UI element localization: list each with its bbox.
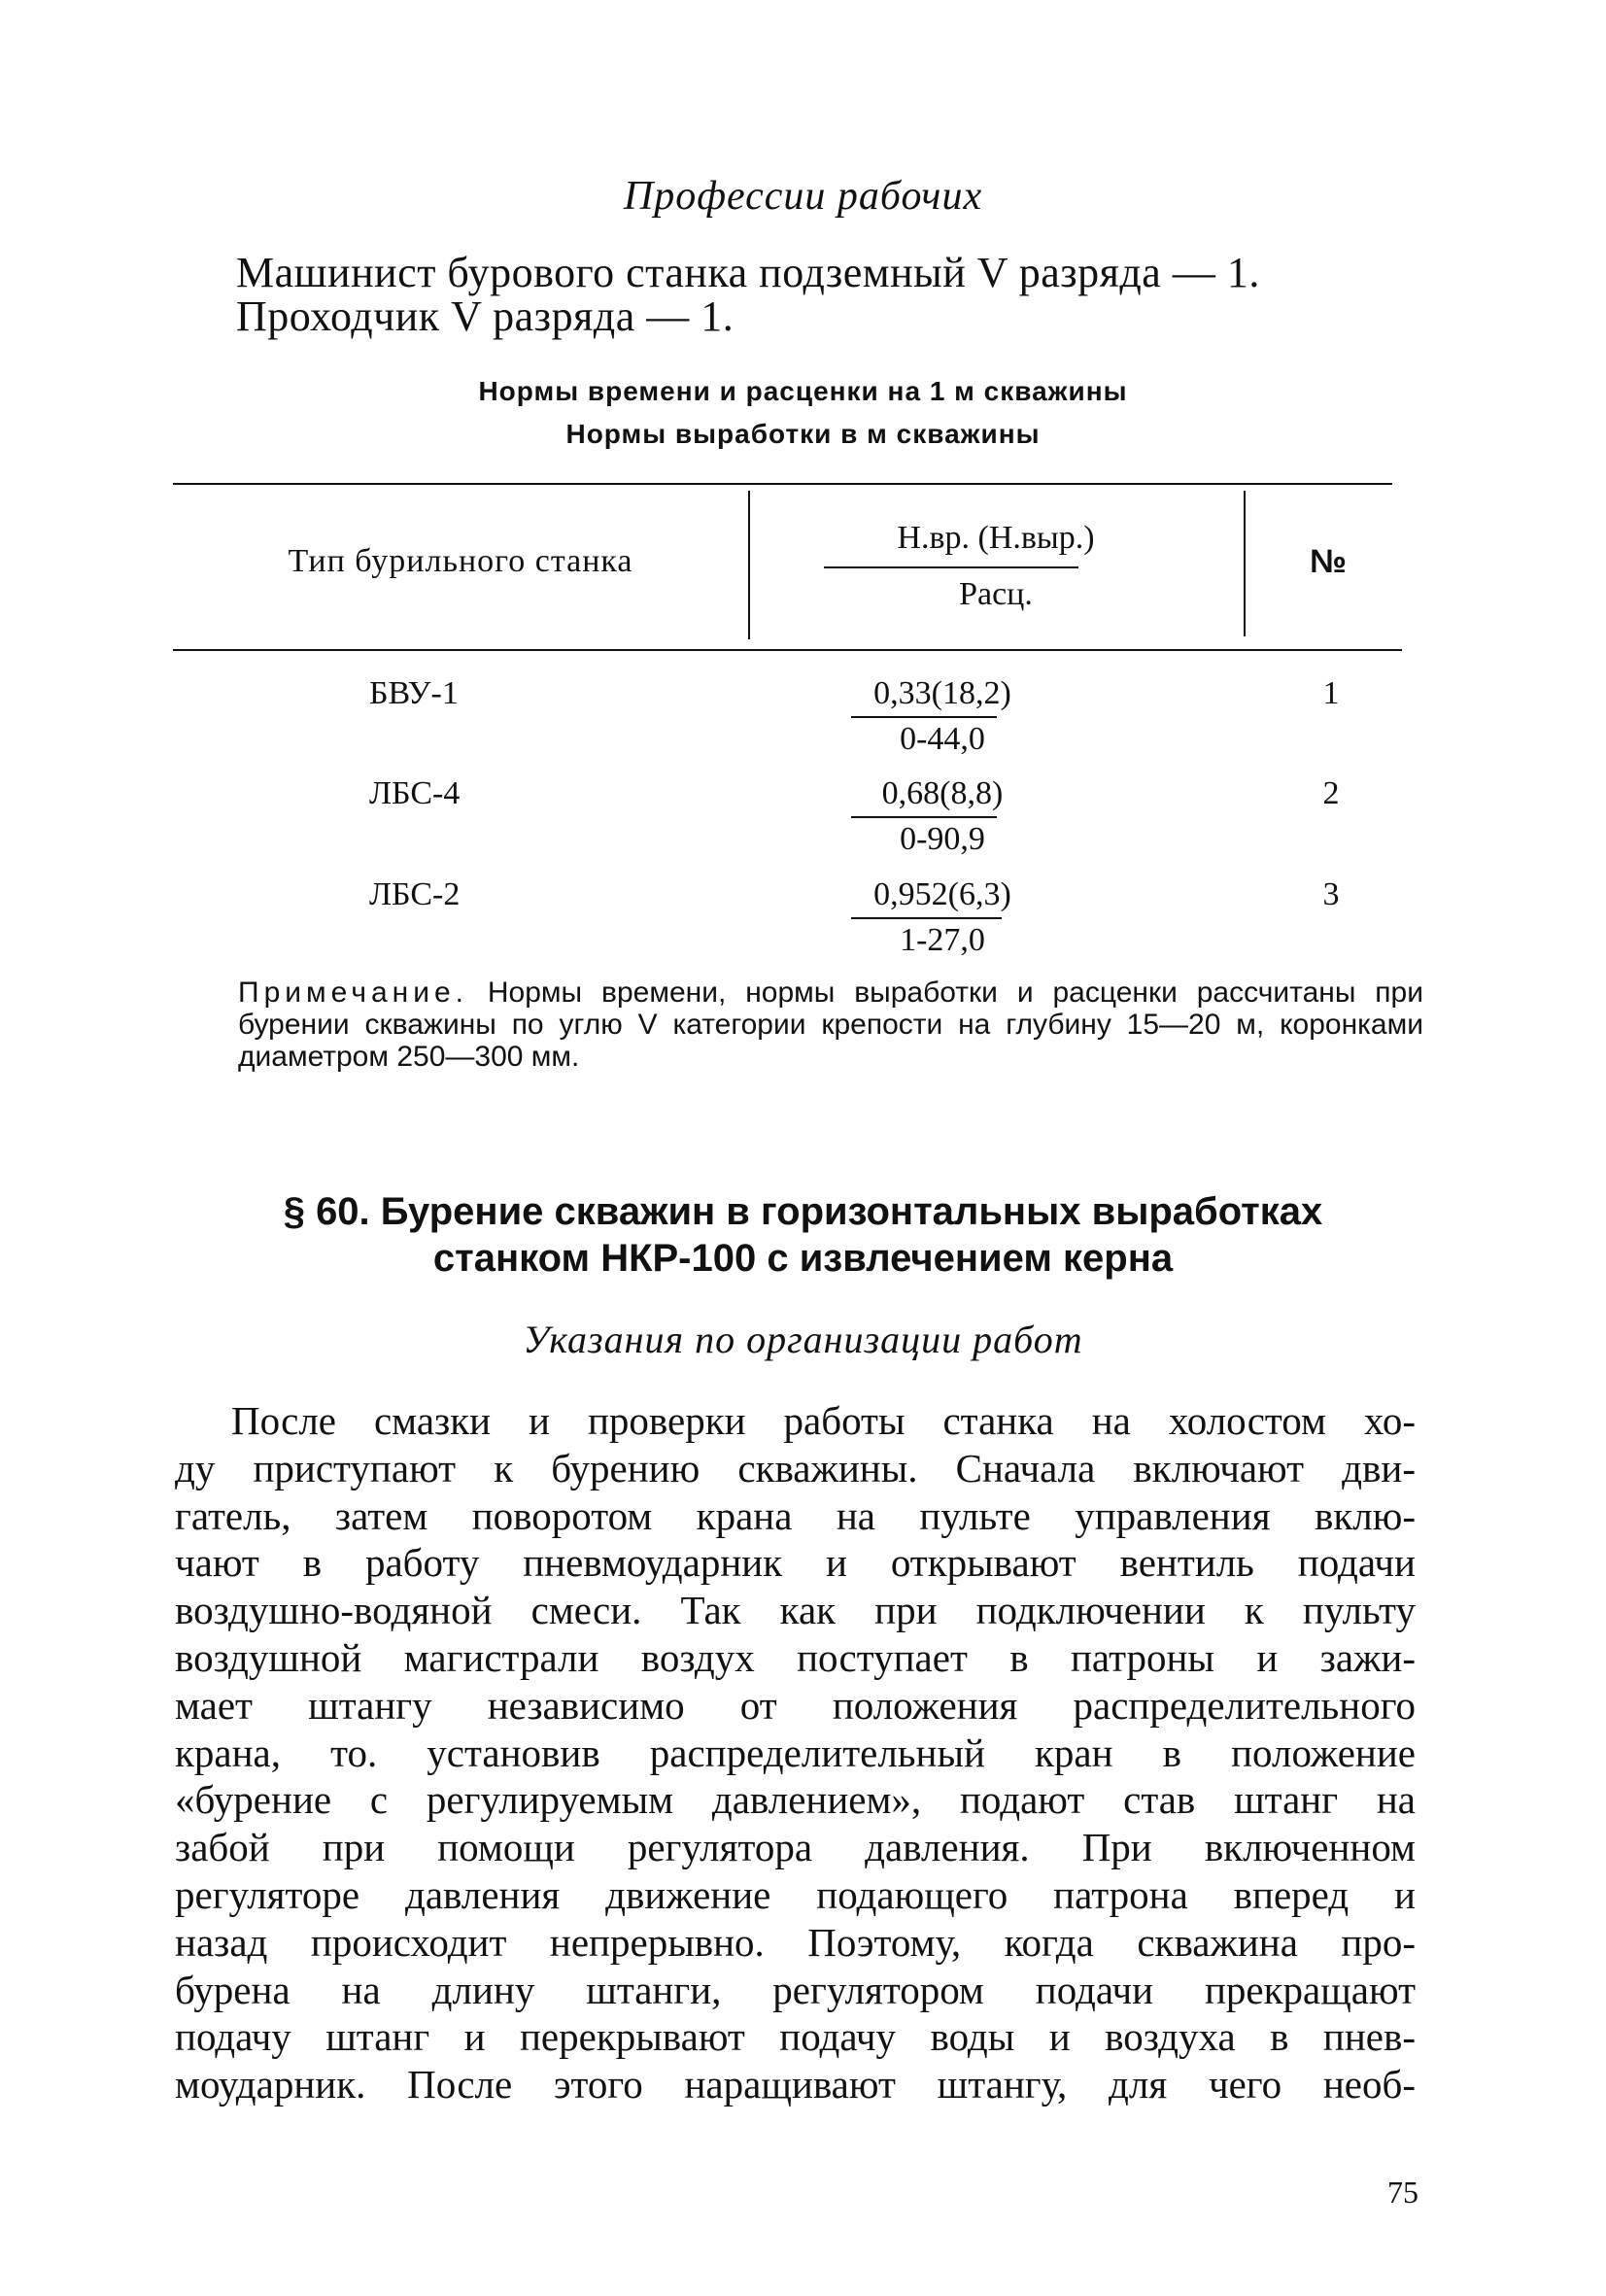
table-cell-type: ЛБС-4 <box>369 775 461 811</box>
header-norm-time: Н.вр. (Н.выр.) <box>897 520 1095 556</box>
table-cell-number: 1 <box>1322 675 1340 711</box>
table-top-rule <box>173 483 1392 485</box>
table-caption-line-2: Нормы выработки в м скважины <box>565 419 1041 449</box>
note-label: Примечание. <box>238 977 468 1009</box>
body-line: моударник. После этого наращивают штангу, для чего необ- <box>175 2062 1416 2108</box>
header-number: № <box>1310 543 1347 580</box>
header-rate: Расц. <box>959 576 1033 612</box>
table-header-rule <box>173 649 1402 651</box>
body-line: ду приступают к бурению скважины. Сначала включают дви- <box>175 1445 1416 1491</box>
table-cell-rate: 0-90,9 <box>900 821 985 857</box>
body-line: После смазки и проверки работы станка на холостом хо- <box>231 1398 1416 1443</box>
body-line: «бурение с регулируемым давлением», подают став штанг на <box>175 1777 1416 1823</box>
professions-heading: Профессии рабочих <box>623 174 983 219</box>
table-caption-line-1: Нормы времени и расценки на 1 м скважины <box>478 376 1128 406</box>
body-line: чают в работу пневмоударник и открывают вентиль подачи <box>175 1540 1416 1586</box>
body-line: мает штангу независимо от положения распределительного <box>175 1682 1416 1728</box>
table-cell-type: ЛБС-2 <box>369 876 461 912</box>
body-line: регуляторе давления движение подающего патрона вперед и <box>175 1871 1416 1917</box>
note-text: Нормы времени, нормы выработки и расценки рассчитаны при бурении скважины по углю V категории крепости на глубину 15—20 м, коронками диаметром 250—300 мм. <box>238 977 1423 1073</box>
section-subtitle: Указания по организации работ <box>523 1318 1083 1361</box>
table-column-divider <box>748 491 750 639</box>
table-cell-type: БВУ-1 <box>369 675 459 711</box>
page-number: 75 <box>1387 2175 1418 2210</box>
header-fraction-line <box>824 566 1078 568</box>
fraction-line <box>851 816 997 818</box>
table-note <box>238 977 1423 1073</box>
table-cell-norm: 0,68(8,8) <box>881 775 1004 811</box>
section-title-line-1: § 60. Бурение скважин в горизонтальных выработках <box>283 1190 1323 1233</box>
body-line: бурена на длину штанги, регулятором подачи прекращают <box>175 1967 1416 2012</box>
header-machine-type: Тип бурильного станка <box>288 543 633 579</box>
table-cell-rate: 0-44,0 <box>900 721 985 757</box>
table-cell-rate: 1-27,0 <box>900 922 985 958</box>
body-line: подачу штанг и перекрывают подачу воды и воздуха в пнев- <box>175 2014 1416 2060</box>
body-line: крана, то. установив распределительный кран в положение <box>175 1730 1416 1775</box>
table-cell-number: 3 <box>1322 876 1340 912</box>
table-cell-norm: 0,33(18,2) <box>873 675 1011 711</box>
body-line: воздушной магистрали воздух поступает в патроны и зажи- <box>175 1634 1416 1680</box>
table-cell-norm: 0,952(6,3) <box>873 876 1011 912</box>
worker-line: Проходчик V разряда — 1. <box>236 292 735 340</box>
table-cell-number: 2 <box>1322 775 1340 811</box>
fraction-line <box>851 917 1002 919</box>
body-line: назад происходит непрерывно. Поэтому, когда скважина про- <box>175 1919 1416 1965</box>
section-title <box>0 1188 1606 1282</box>
body-line: гатель, затем поворотом крана на пульте управления вклю- <box>175 1492 1416 1538</box>
fraction-line <box>851 716 997 718</box>
body-line: воздушно-водяной смеси. Так как при подключении к пульту <box>175 1588 1416 1633</box>
section-title-line-2: станком НКР-100 с извлечением керна <box>432 1237 1174 1280</box>
section-body <box>175 1397 1416 2108</box>
body-line: забой при помощи регулятора давления. При включенном <box>175 1825 1416 1870</box>
worker-line: Машинист бурового станка подземный V разряда — 1. <box>236 249 1260 296</box>
